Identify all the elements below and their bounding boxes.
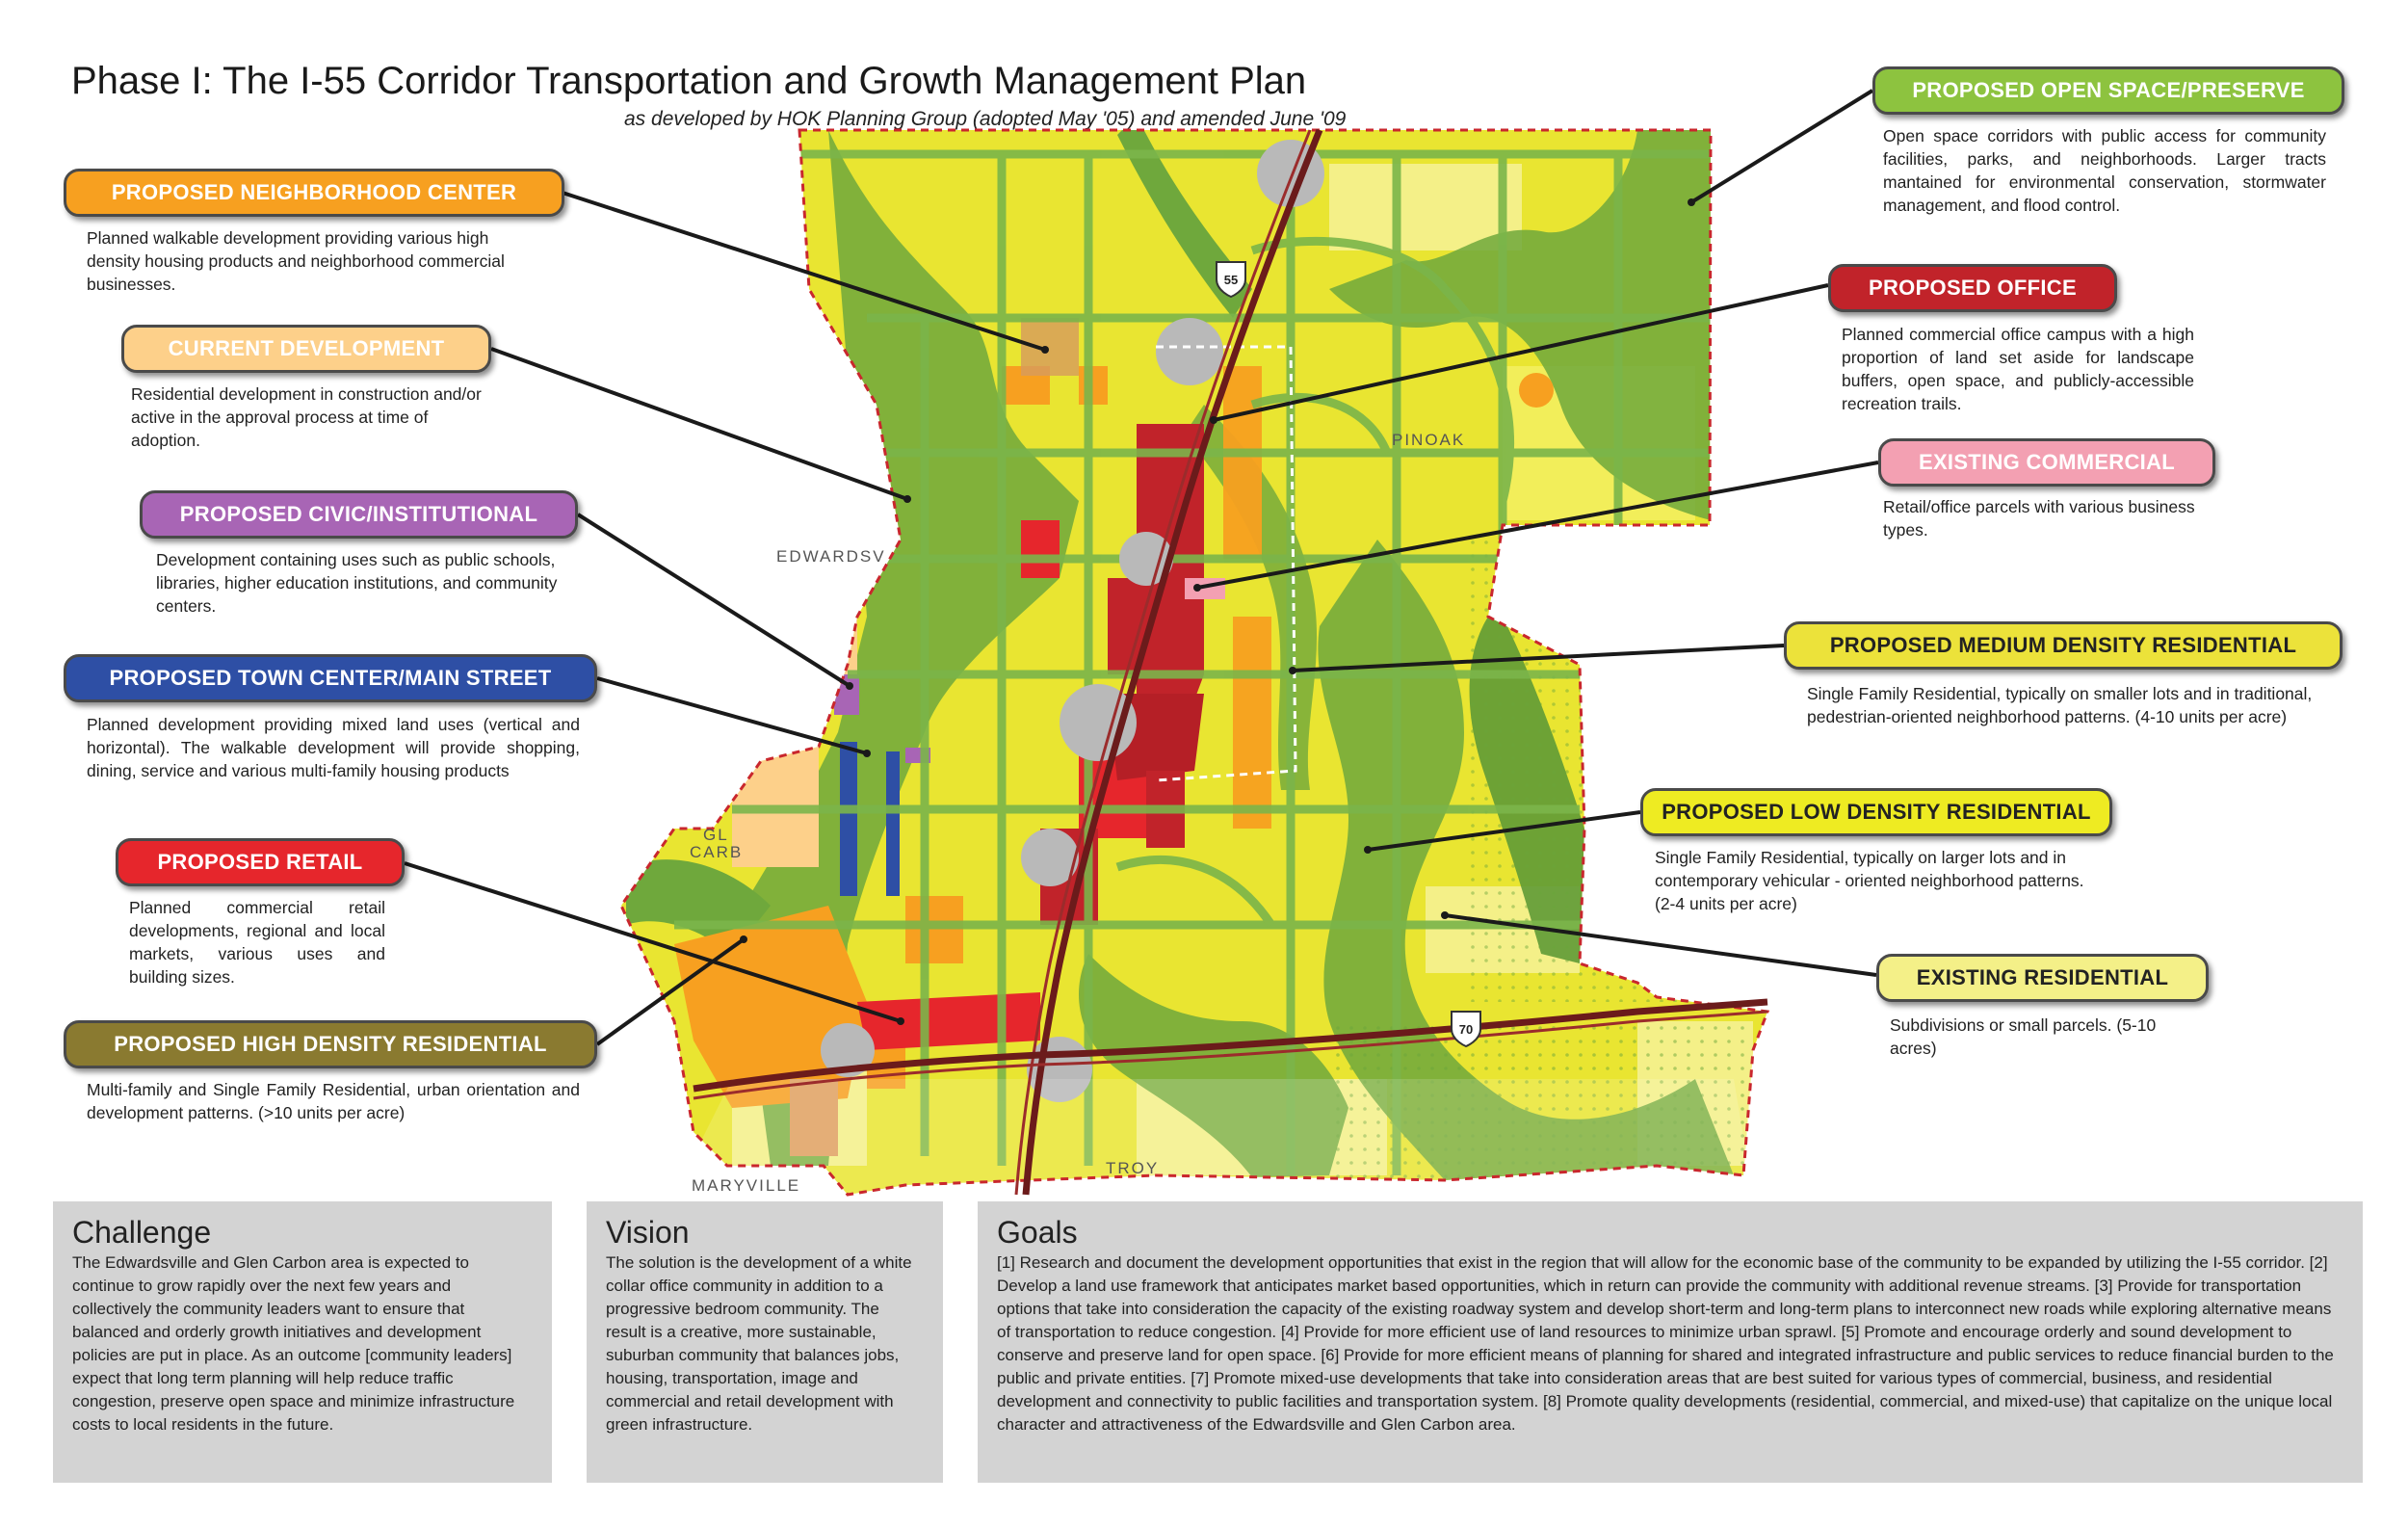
challenge-text: The Edwardsville and Glen Carbon area is expected to continue to grow rapidly over the next few years and collectively the community leaders want to ensure that balanced and orderly growth initiatives and development policies are put in place. As an outcome [community leaders] expect that long term planning will help reduce traffic congestion, preserve open space and minimize infrastructure costs to local residents in the future. [72, 1253, 515, 1434]
legend-town-center: PROPOSED TOWN CENTER/MAIN STREET [64, 654, 597, 702]
map-label-carbon: CARB [690, 843, 744, 861]
leader-open-space [1691, 91, 1872, 202]
legend-commercial-desc: Retail/office parcels with various business types. [1883, 497, 2195, 540]
leader-current-development [491, 349, 907, 499]
goals-text: [1] Research and document the development opportunities that exist in the region that will allow for the economic base of the community to be expanded by utilizing the I-55 corridor. [2] Develop a land use framework that anticipates market based opportunities, which in return can provide the community with additional revenue streams. [3] Provide for transportation options that take into consideration the capacity of the existing roadway system and develop short-term and long-term plans to interconnect new roads while exploring alternative means of transportation to reduce congestion. [4] Provide for more efficient use of land resources to minimize urban sprawl. [5] Promote and encourage orderly and sound development to conserve and preserve land for open space. [6] Provide for more efficient means of planning for shared and integrated infrastructure and public services to reduce financial burden to the public and private entities. [7] Promote mixed-use developments that take into consideration areas that are best suited for various types of commercial, business, and residential development and connectivity to public facilities and transportation system. [8] Promote quality developments (residential, commercial, and mixed-use) that capitalize on the unique local character and attractiveness of the Edwardsville and Glen Carbon area. [997, 1253, 2334, 1434]
vision-heading: Vision [606, 1215, 690, 1250]
legend-medium-density: PROPOSED MEDIUM DENSITY RESIDENTIAL [1784, 621, 2343, 670]
legend-retail-desc: Planned commercial retail developments, regional and local markets, various uses and building sizes. [129, 898, 385, 987]
challenge-heading: Challenge [72, 1215, 212, 1250]
map-label-glen: GL [703, 826, 729, 844]
legend-low-density-desc: Single Family Residential, typically on larger lots and in contemporary vehicular - oriented neighborhood patterns. (2-4 units per acre) [1655, 848, 2084, 913]
map-label-edwardsville: EDWARDSV [776, 547, 886, 566]
legend-town-center-desc: Planned development providing mixed land uses (vertical and horizontal). The walkable development will provide shopping, dining, service and various multi-family housing products [87, 715, 580, 780]
legend-existing-residential: EXISTING RESIDENTIAL [1876, 954, 2209, 1002]
legend-open-space: PROPOSED OPEN SPACE/PRESERVE [1872, 66, 2344, 115]
leader-civic [578, 514, 850, 686]
leader-town-center [597, 678, 867, 753]
legend-high-density-desc: Multi-family and Single Family Residential, urban orientation and development patterns. (>10 units per acre) [87, 1080, 580, 1122]
legend-commercial: EXISTING COMMERCIAL [1878, 438, 2215, 487]
i55-shield-label: 55 [1223, 273, 1239, 287]
legend-office-desc: Planned commercial office campus with a high proportion of land set aside for landscape buffers, open space, and publicly-accessible recreation trails. [1842, 325, 2194, 413]
legend-neighborhood-center-desc: Planned walkable development providing various high density housing products and neighborhood commercial businesses. [87, 228, 505, 294]
page-title: Phase I: The I-55 Corridor Transportation and Growth Management Plan [71, 60, 1307, 102]
goals-panel [978, 1201, 2363, 1483]
vision-text: The solution is the development of a white collar office community in addition to a progressive bedroom community. The result is a creative, more sustainable, suburban community that balances jobs, housing, transportation, image and commercial and retail development with green infrastructure. [606, 1253, 912, 1434]
legend-open-space-desc: Open space corridors with public access for community facilities, parks, and neighborhoods. Larger tracts mantained for environmental conservation, stormwater management, and flood control. [1883, 126, 2326, 215]
legend-existing-residential-desc: Subdivisions or small parcels. (5-10 acres) [1890, 1015, 2157, 1058]
map-label-maryville: MARYVILLE [692, 1176, 801, 1195]
challenge-panel [53, 1201, 552, 1483]
legend-civic: PROPOSED CIVIC/INSTITUTIONAL [140, 490, 578, 539]
legend-current-development: CURRENT DEVELOPMENT [121, 325, 491, 373]
page-subtitle: as developed by HOK Planning Group (adopted May '05) and amended June '09 [624, 108, 1347, 130]
legend-current-development-desc: Residential development in construction and/or active in the approval process at time of adoption. [131, 384, 482, 450]
map-label-pinoak: PINOAK [1392, 431, 1466, 449]
legend-high-density: PROPOSED HIGH DENSITY RESIDENTIAL [64, 1020, 597, 1068]
legend-low-density: PROPOSED LOW DENSITY RESIDENTIAL [1640, 788, 2112, 836]
legend-neighborhood-center: PROPOSED NEIGHBORHOOD CENTER [64, 169, 564, 217]
legend-civic-desc: Development containing uses such as public schools, libraries, higher education institutions, and community centers. [156, 550, 558, 616]
map-label-troy: TROY [1106, 1159, 1160, 1177]
vision-panel [587, 1201, 943, 1483]
goals-heading: Goals [997, 1215, 1078, 1250]
i70-shield-label: 70 [1458, 1022, 1474, 1037]
legend-medium-density-desc: Single Family Residential, typically on smaller lots and in traditional, pedestrian-oriented neighborhood patterns. (4-10 units per acre) [1807, 684, 2313, 726]
legend-office: PROPOSED OFFICE [1828, 264, 2117, 312]
legend-retail: PROPOSED RETAIL [116, 838, 405, 886]
